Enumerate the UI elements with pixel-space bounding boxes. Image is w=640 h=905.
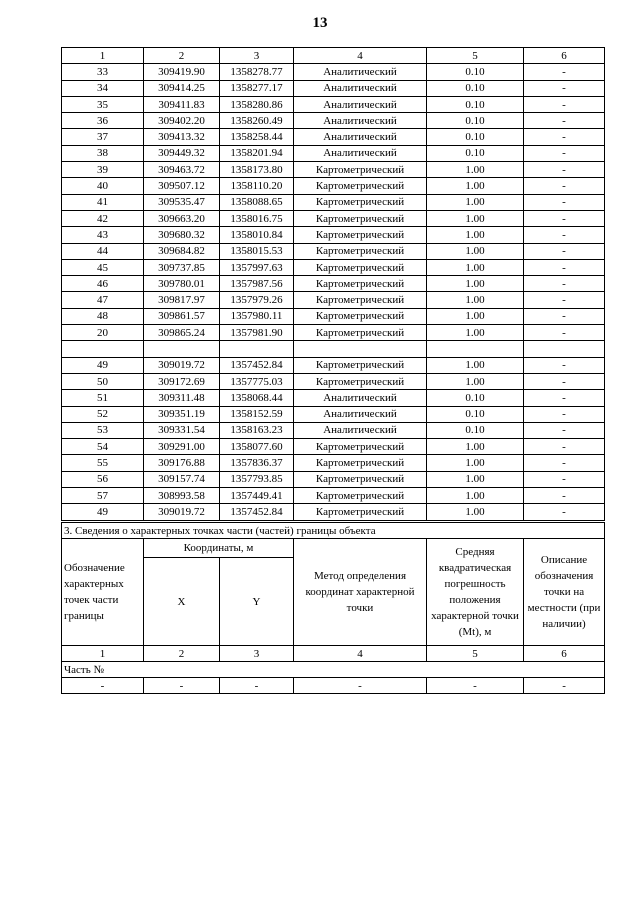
part-points-table	[61, 522, 605, 694]
table-cell: 1358077.60	[220, 439, 294, 455]
table-cell: -	[524, 162, 605, 178]
y-header: Y	[220, 558, 294, 646]
column-number: 5	[427, 48, 524, 64]
table-cell: 1.00	[427, 292, 524, 308]
table-cell: 0.10	[427, 96, 524, 112]
table-cell: 46	[62, 276, 144, 292]
table-row	[62, 373, 605, 389]
table-cell: -	[524, 129, 605, 145]
table-cell	[144, 341, 220, 357]
table-cell: 0.10	[427, 406, 524, 422]
table-cell: 1.00	[427, 210, 524, 226]
column-number-row	[62, 646, 605, 662]
table-cell: -	[427, 678, 524, 694]
table-cell: 309291.00	[144, 439, 220, 455]
table-cell	[62, 341, 144, 357]
table-cell: Картометрический	[294, 373, 427, 389]
table-cell: 41	[62, 194, 144, 210]
table-cell: -	[524, 178, 605, 194]
table-cell: 0.10	[427, 64, 524, 80]
table-cell: 1358280.86	[220, 96, 294, 112]
table-row	[62, 276, 605, 292]
table-cell: 309157.74	[144, 471, 220, 487]
table-cell: 309865.24	[144, 325, 220, 341]
method-header: Метод определения координат характерной точки	[294, 539, 427, 646]
table-cell: Картометрический	[294, 227, 427, 243]
table-cell: -	[524, 194, 605, 210]
table-cell: 1357980.11	[220, 308, 294, 324]
table-row	[62, 210, 605, 226]
table-cell	[294, 341, 427, 357]
table-cell: Аналитический	[294, 129, 427, 145]
table-cell: -	[524, 455, 605, 471]
table-cell: 0.10	[427, 113, 524, 129]
table-cell: 308993.58	[144, 488, 220, 504]
table-row	[62, 162, 605, 178]
column-number: 3	[220, 48, 294, 64]
table-cell: -	[524, 113, 605, 129]
column-number: 2	[144, 646, 220, 662]
table-cell: 1.00	[427, 178, 524, 194]
table-cell: 309684.82	[144, 243, 220, 259]
column-number: 6	[524, 48, 605, 64]
table-row	[62, 227, 605, 243]
table-cell: 309331.54	[144, 422, 220, 438]
table-cell: 309535.47	[144, 194, 220, 210]
table-cell: Аналитический	[294, 113, 427, 129]
x-header: X	[144, 558, 220, 646]
table-cell: 49	[62, 504, 144, 520]
table-row	[62, 96, 605, 112]
table-cell: 1357997.63	[220, 259, 294, 275]
table-cell: -	[524, 96, 605, 112]
table-cell: 309780.01	[144, 276, 220, 292]
table-cell: 1357775.03	[220, 373, 294, 389]
table-row	[62, 390, 605, 406]
table-cell: 309817.97	[144, 292, 220, 308]
table-cell: 1358260.49	[220, 113, 294, 129]
column-number: 1	[62, 646, 144, 662]
table-cell: 1358173.80	[220, 162, 294, 178]
table-cell: 53	[62, 422, 144, 438]
table-cell: Картометрический	[294, 488, 427, 504]
table-cell: 40	[62, 178, 144, 194]
table-cell: -	[524, 292, 605, 308]
table-cell: -	[524, 373, 605, 389]
table-cell: 0.10	[427, 422, 524, 438]
table-cell: -	[524, 276, 605, 292]
table-cell: -	[524, 259, 605, 275]
error-header: Средняя квадратическая погрешность положения характерной точки (Mt), м	[427, 539, 524, 646]
table-cell: 1.00	[427, 373, 524, 389]
table-cell: 1.00	[427, 194, 524, 210]
table-cell: 1358068.44	[220, 390, 294, 406]
table-row	[62, 488, 605, 504]
table-cell: -	[524, 406, 605, 422]
table-cell: 309663.20	[144, 210, 220, 226]
table-cell: Картометрический	[294, 504, 427, 520]
table-cell: -	[524, 439, 605, 455]
table-cell: 0.10	[427, 390, 524, 406]
table-cell: 56	[62, 471, 144, 487]
table-row	[62, 678, 605, 694]
table-cell: Аналитический	[294, 145, 427, 161]
table-cell: Картометрический	[294, 292, 427, 308]
table-row	[62, 439, 605, 455]
table-cell: 309311.48	[144, 390, 220, 406]
table-cell: Аналитический	[294, 96, 427, 112]
table-cell: Картометрический	[294, 471, 427, 487]
table-row	[62, 259, 605, 275]
table-cell: 47	[62, 292, 144, 308]
table-cell: -	[524, 357, 605, 373]
table-cell: -	[524, 308, 605, 324]
table-cell: Картометрический	[294, 178, 427, 194]
table-cell: 1357793.85	[220, 471, 294, 487]
table-cell: -	[524, 243, 605, 259]
table-cell: 50	[62, 373, 144, 389]
table-cell: -	[524, 471, 605, 487]
column-number: 6	[524, 646, 605, 662]
table-cell: 1358015.53	[220, 243, 294, 259]
table-cell: 1.00	[427, 243, 524, 259]
table-cell: 43	[62, 227, 144, 243]
table-cell: 1357452.84	[220, 504, 294, 520]
table-cell: -	[524, 145, 605, 161]
table-cell: 1358088.65	[220, 194, 294, 210]
table-row	[62, 308, 605, 324]
table-cell: -	[524, 80, 605, 96]
point-designation-header: Обозначение характерных точек части границы	[62, 539, 144, 646]
table-cell: 54	[62, 439, 144, 455]
table-cell: 309176.88	[144, 455, 220, 471]
table-cell: 1.00	[427, 439, 524, 455]
table-cell: 1357979.26	[220, 292, 294, 308]
table-cell: Картометрический	[294, 243, 427, 259]
table-cell: -	[294, 678, 427, 694]
table-row	[62, 145, 605, 161]
table-cell	[220, 341, 294, 357]
table-cell: 309419.90	[144, 64, 220, 80]
column-number: 4	[294, 646, 427, 662]
table-cell: 1357449.41	[220, 488, 294, 504]
description-header: Описание обозначения точки на местности (при наличии)	[524, 539, 605, 646]
table-cell: 20	[62, 325, 144, 341]
table-row	[62, 292, 605, 308]
table-cell: -	[524, 390, 605, 406]
table-row	[62, 243, 605, 259]
table-cell: 35	[62, 96, 144, 112]
table-cell: Аналитический	[294, 64, 427, 80]
table-cell: Картометрический	[294, 162, 427, 178]
table-cell: Картометрический	[294, 194, 427, 210]
table-cell: 1357452.84	[220, 357, 294, 373]
table-cell: 1.00	[427, 308, 524, 324]
table-cell: -	[220, 678, 294, 694]
table-cell: 309019.72	[144, 357, 220, 373]
table-cell: 1358277.17	[220, 80, 294, 96]
table-cell: 309463.72	[144, 162, 220, 178]
table-row	[62, 357, 605, 373]
table-cell: 309019.72	[144, 504, 220, 520]
table-cell: 42	[62, 210, 144, 226]
table-cell: 1.00	[427, 276, 524, 292]
table-cell: 33	[62, 64, 144, 80]
table-cell: 309413.32	[144, 129, 220, 145]
table-row	[62, 80, 605, 96]
table-header-row	[62, 48, 605, 64]
table-cell: 1357836.37	[220, 455, 294, 471]
column-number: 1	[62, 48, 144, 64]
table-cell: -	[524, 504, 605, 520]
table-row	[62, 422, 605, 438]
table-cell: 1358110.20	[220, 178, 294, 194]
table-cell: 37	[62, 129, 144, 145]
table-cell: 1358258.44	[220, 129, 294, 145]
table-cell: 1.00	[427, 488, 524, 504]
table-cell: Аналитический	[294, 80, 427, 96]
points-table	[61, 47, 605, 521]
column-number: 4	[294, 48, 427, 64]
table-cell: 36	[62, 113, 144, 129]
table-cell: 309861.57	[144, 308, 220, 324]
table-cell: -	[144, 678, 220, 694]
table-cell: 51	[62, 390, 144, 406]
table-cell: -	[524, 678, 605, 694]
table-row	[62, 194, 605, 210]
table-cell: 57	[62, 488, 144, 504]
table-cell: -	[524, 488, 605, 504]
table-cell: 1357981.90	[220, 325, 294, 341]
table-cell: 309507.12	[144, 178, 220, 194]
table-cell: 1357987.56	[220, 276, 294, 292]
table-cell: 0.10	[427, 129, 524, 145]
column-number: 2	[144, 48, 220, 64]
table-cell: 309402.20	[144, 113, 220, 129]
table-cell: 1.00	[427, 357, 524, 373]
coordinates-header: Координаты, м	[144, 539, 294, 558]
table-cell: Аналитический	[294, 422, 427, 438]
table-row	[62, 504, 605, 520]
table-cell: Картометрический	[294, 308, 427, 324]
table-cell: 55	[62, 455, 144, 471]
table-cell: 1358278.77	[220, 64, 294, 80]
table-row	[62, 64, 605, 80]
table-row	[62, 129, 605, 145]
table-cell: 38	[62, 145, 144, 161]
table-cell: -	[524, 64, 605, 80]
table-cell: 1.00	[427, 325, 524, 341]
table-cell: 309172.69	[144, 373, 220, 389]
table-cell: 48	[62, 308, 144, 324]
table-cell: 1358016.75	[220, 210, 294, 226]
table-cell: -	[524, 325, 605, 341]
table-cell: Аналитический	[294, 390, 427, 406]
table-cell: 1.00	[427, 455, 524, 471]
section-title: 3. Сведения о характерных точках части (частей) границы объекта	[62, 523, 605, 539]
table-cell: Картометрический	[294, 325, 427, 341]
table-cell: -	[524, 422, 605, 438]
table-cell: Аналитический	[294, 406, 427, 422]
table-cell	[427, 341, 524, 357]
column-number: 5	[427, 646, 524, 662]
table-cell: Картометрический	[294, 357, 427, 373]
table-cell: 1.00	[427, 471, 524, 487]
table-cell: 39	[62, 162, 144, 178]
part-label: Часть №	[62, 662, 605, 678]
table-cell: 45	[62, 259, 144, 275]
table-cell: 1358201.94	[220, 145, 294, 161]
table-cell: 49	[62, 357, 144, 373]
table-cell: 1358010.84	[220, 227, 294, 243]
table-row	[62, 178, 605, 194]
table-cell: 309680.32	[144, 227, 220, 243]
table-row	[62, 113, 605, 129]
column-number: 3	[220, 646, 294, 662]
table-cell: -	[524, 227, 605, 243]
table-cell: 309411.83	[144, 96, 220, 112]
table-row	[62, 406, 605, 422]
table-row	[62, 471, 605, 487]
table-cell: 52	[62, 406, 144, 422]
table-cell: 309449.32	[144, 145, 220, 161]
table-row	[62, 341, 605, 357]
table-cell: 309351.19	[144, 406, 220, 422]
table-cell: 0.10	[427, 145, 524, 161]
table-cell: 1358163.23	[220, 422, 294, 438]
table-cell: Картометрический	[294, 439, 427, 455]
table-cell: 309737.85	[144, 259, 220, 275]
table-cell: Картометрический	[294, 210, 427, 226]
table-cell: 1.00	[427, 162, 524, 178]
table-cell: 1.00	[427, 227, 524, 243]
table-cell: 34	[62, 80, 144, 96]
table-cell: 44	[62, 243, 144, 259]
table-cell	[524, 341, 605, 357]
table-cell: 1.00	[427, 504, 524, 520]
table-cell: Картометрический	[294, 455, 427, 471]
table-cell: 1.00	[427, 259, 524, 275]
table-cell: Картометрический	[294, 276, 427, 292]
table-cell: Картометрический	[294, 259, 427, 275]
table-cell: 309414.25	[144, 80, 220, 96]
table-cell: -	[62, 678, 144, 694]
table-row	[62, 455, 605, 471]
table-cell: 0.10	[427, 80, 524, 96]
page-number: 13	[312, 15, 328, 31]
table-row	[62, 325, 605, 341]
table-cell: -	[524, 210, 605, 226]
table-cell: 1358152.59	[220, 406, 294, 422]
